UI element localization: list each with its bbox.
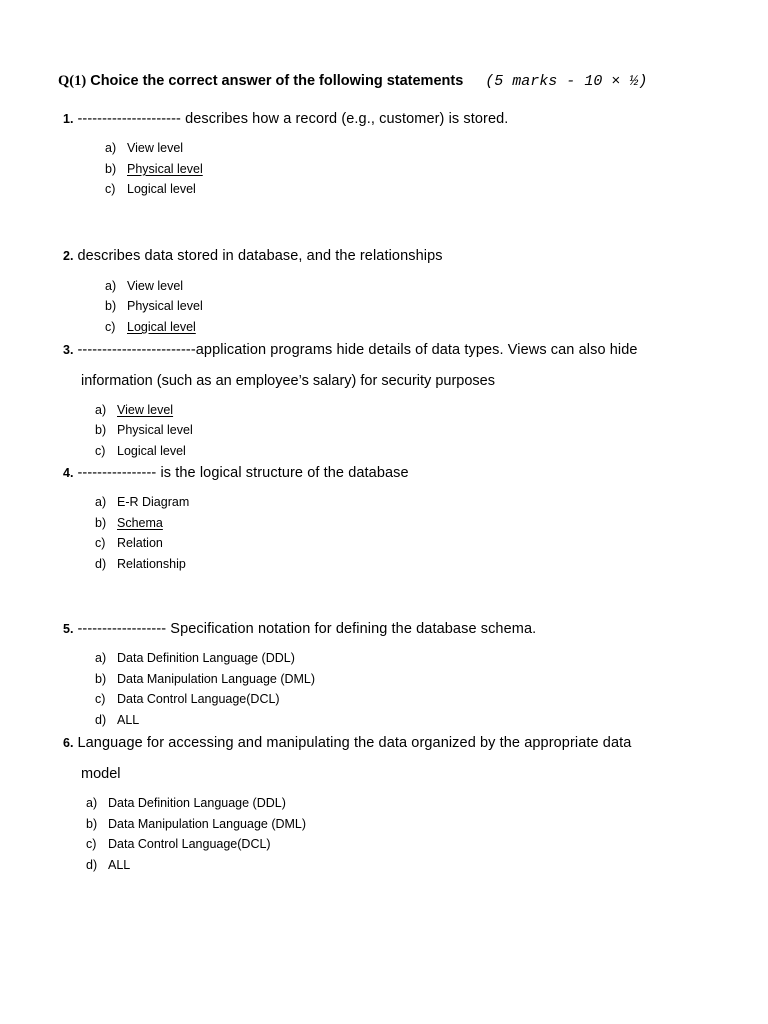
- option-2b: [105, 299, 203, 313]
- option-4d: [95, 557, 186, 571]
- option-text: Data Definition Language (DDL): [117, 651, 295, 665]
- section-title: Choice the correct answer of the following statements: [90, 73, 464, 89]
- option-3a: [95, 403, 173, 417]
- marks-allocation: (5 marks - 10 × ½): [485, 73, 648, 90]
- option-2c: [105, 320, 196, 334]
- option-text: E-R Diagram: [117, 495, 190, 509]
- option-6d: [86, 858, 130, 872]
- question-text: ---------------- is the logical structure of the database: [77, 465, 409, 481]
- option-6c: [86, 837, 271, 851]
- option-5a: [95, 651, 295, 665]
- question-2: [63, 248, 443, 264]
- option-6b: [86, 817, 306, 831]
- question-number: 2.: [63, 249, 74, 263]
- option-text: ALL: [108, 858, 131, 872]
- option-text: Data Definition Language (DDL): [108, 796, 286, 810]
- option-letter: a): [95, 651, 107, 665]
- option-text: View level: [127, 141, 184, 155]
- option-3c: [95, 444, 186, 458]
- option-text: Logical level: [127, 320, 196, 334]
- question-number: 5.: [63, 622, 74, 636]
- option-text: Data Manipulation Language (DML): [117, 672, 316, 686]
- section-heading: [58, 73, 647, 90]
- question-4: [63, 465, 409, 481]
- question-6-continuation: model: [81, 766, 121, 782]
- option-letter: b): [95, 423, 107, 437]
- question-5: [63, 621, 536, 637]
- option-5b: [95, 672, 315, 686]
- question-text: --------------------- describes how a record (e.g., customer) is stored.: [77, 111, 509, 127]
- option-letter: d): [95, 557, 107, 571]
- option-text: ALL: [117, 713, 140, 727]
- option-1a: [105, 141, 183, 155]
- option-letter: b): [105, 299, 117, 313]
- question-number: 6.: [63, 736, 74, 750]
- question-3-continuation: information (such as an employee’s salary) for security purposes: [81, 373, 495, 389]
- question-text: Language for accessing and manipulating the data organized by the appropriate data: [77, 735, 632, 751]
- section-number: Q(1): [58, 73, 87, 89]
- option-letter: a): [105, 279, 117, 293]
- option-letter: a): [105, 141, 117, 155]
- option-text: Physical level: [127, 299, 203, 313]
- question-number: 4.: [63, 466, 74, 480]
- option-letter: c): [105, 320, 116, 334]
- question-6: [63, 735, 631, 751]
- option-2a: [105, 279, 183, 293]
- option-text: Schema: [117, 516, 163, 530]
- option-4c: [95, 536, 163, 550]
- option-5c: [95, 692, 280, 706]
- option-letter: a): [95, 495, 107, 509]
- option-4b: [95, 516, 163, 530]
- option-1c: [105, 182, 196, 196]
- option-letter: a): [95, 403, 107, 417]
- option-letter: c): [86, 837, 97, 851]
- question-text: describes data stored in database, and the relationships: [77, 248, 443, 264]
- question-text: ------------------------application programs hide details of data types. Views can also hide: [77, 342, 638, 358]
- option-text: Physical level: [127, 162, 203, 176]
- option-letter: b): [86, 817, 98, 831]
- question-number: 3.: [63, 343, 74, 357]
- option-text: Logical level: [117, 444, 186, 458]
- option-letter: d): [86, 858, 98, 872]
- option-text: Data Control Language(DCL): [108, 837, 271, 851]
- question-1: [63, 111, 508, 127]
- option-text: Relation: [117, 536, 163, 550]
- option-4a: [95, 495, 189, 509]
- option-text: View level: [117, 403, 174, 417]
- option-letter: a): [86, 796, 98, 810]
- option-letter: c): [95, 692, 106, 706]
- option-6a: [86, 796, 286, 810]
- option-letter: c): [95, 444, 106, 458]
- question-text: ------------------ Specification notation for defining the database schema.: [77, 621, 537, 637]
- option-text: Physical level: [117, 423, 193, 437]
- option-letter: b): [105, 162, 117, 176]
- option-5d: [95, 713, 139, 727]
- option-letter: c): [105, 182, 116, 196]
- option-letter: d): [95, 713, 107, 727]
- option-letter: b): [95, 516, 107, 530]
- option-letter: c): [95, 536, 106, 550]
- option-text: Data Control Language(DCL): [117, 692, 280, 706]
- option-text: View level: [127, 279, 184, 293]
- question-number: 1.: [63, 112, 74, 126]
- option-text: Data Manipulation Language (DML): [108, 817, 307, 831]
- option-1b: [105, 162, 203, 176]
- option-text: Logical level: [127, 182, 196, 196]
- option-text: Relationship: [117, 557, 186, 571]
- option-letter: b): [95, 672, 107, 686]
- option-3b: [95, 423, 193, 437]
- question-3: [63, 342, 638, 358]
